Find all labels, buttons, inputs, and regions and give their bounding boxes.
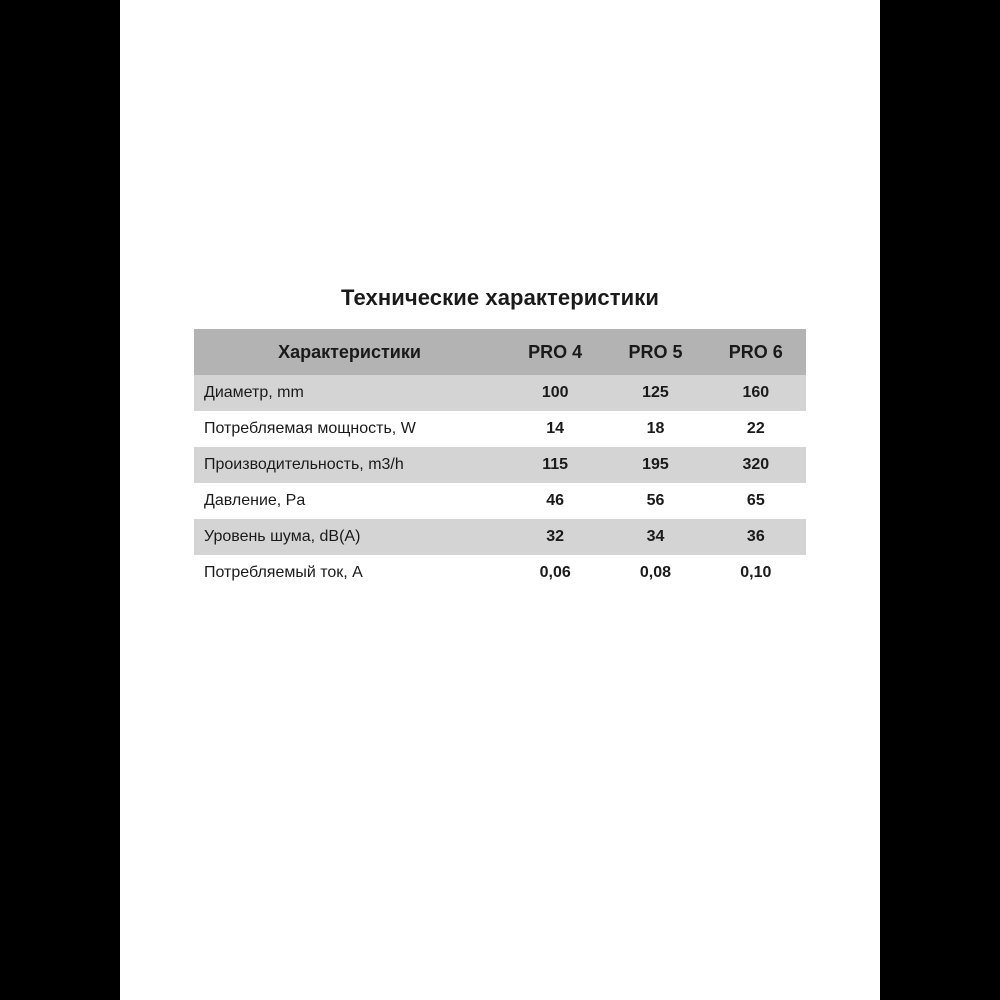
cell-pro5: 34 bbox=[605, 519, 705, 555]
row-label: Давление, Pa bbox=[194, 483, 505, 519]
cell-pro6: 36 bbox=[706, 519, 806, 555]
cell-pro6: 22 bbox=[706, 411, 806, 447]
cell-pro5: 195 bbox=[605, 447, 705, 483]
row-label: Уровень шума, dB(A) bbox=[194, 519, 505, 555]
row-label: Производительность, m3/h bbox=[194, 447, 505, 483]
column-header-characteristics: Характеристики bbox=[194, 329, 505, 375]
table-header-row bbox=[194, 329, 806, 375]
specifications-table bbox=[194, 329, 806, 591]
cell-pro4: 0,06 bbox=[505, 555, 605, 591]
row-label: Диаметр, mm bbox=[194, 375, 505, 411]
cell-pro6: 160 bbox=[706, 375, 806, 411]
column-header-pro5: PRO 5 bbox=[605, 329, 705, 375]
cell-pro4: 14 bbox=[505, 411, 605, 447]
cell-pro6: 0,10 bbox=[706, 555, 806, 591]
column-header-pro4: PRO 4 bbox=[505, 329, 605, 375]
row-label: Потребляемая мощность, W bbox=[194, 411, 505, 447]
table-body bbox=[194, 375, 806, 591]
column-header-pro6: PRO 6 bbox=[706, 329, 806, 375]
table-row bbox=[194, 375, 806, 411]
cell-pro5: 18 bbox=[605, 411, 705, 447]
cell-pro6: 65 bbox=[706, 483, 806, 519]
spec-block bbox=[194, 285, 806, 591]
cell-pro5: 56 bbox=[605, 483, 705, 519]
cell-pro4: 100 bbox=[505, 375, 605, 411]
table-header bbox=[194, 329, 806, 375]
cell-pro4: 115 bbox=[505, 447, 605, 483]
cell-pro6: 320 bbox=[706, 447, 806, 483]
table-row bbox=[194, 555, 806, 591]
document-page bbox=[120, 0, 880, 1000]
cell-pro5: 125 bbox=[605, 375, 705, 411]
table-row bbox=[194, 447, 806, 483]
cell-pro4: 32 bbox=[505, 519, 605, 555]
table-row bbox=[194, 519, 806, 555]
row-label: Потребляемый ток, A bbox=[194, 555, 505, 591]
cell-pro4: 46 bbox=[505, 483, 605, 519]
cell-pro5: 0,08 bbox=[605, 555, 705, 591]
table-row bbox=[194, 411, 806, 447]
page-title: Технические характеристики bbox=[341, 285, 659, 310]
table-row bbox=[194, 483, 806, 519]
